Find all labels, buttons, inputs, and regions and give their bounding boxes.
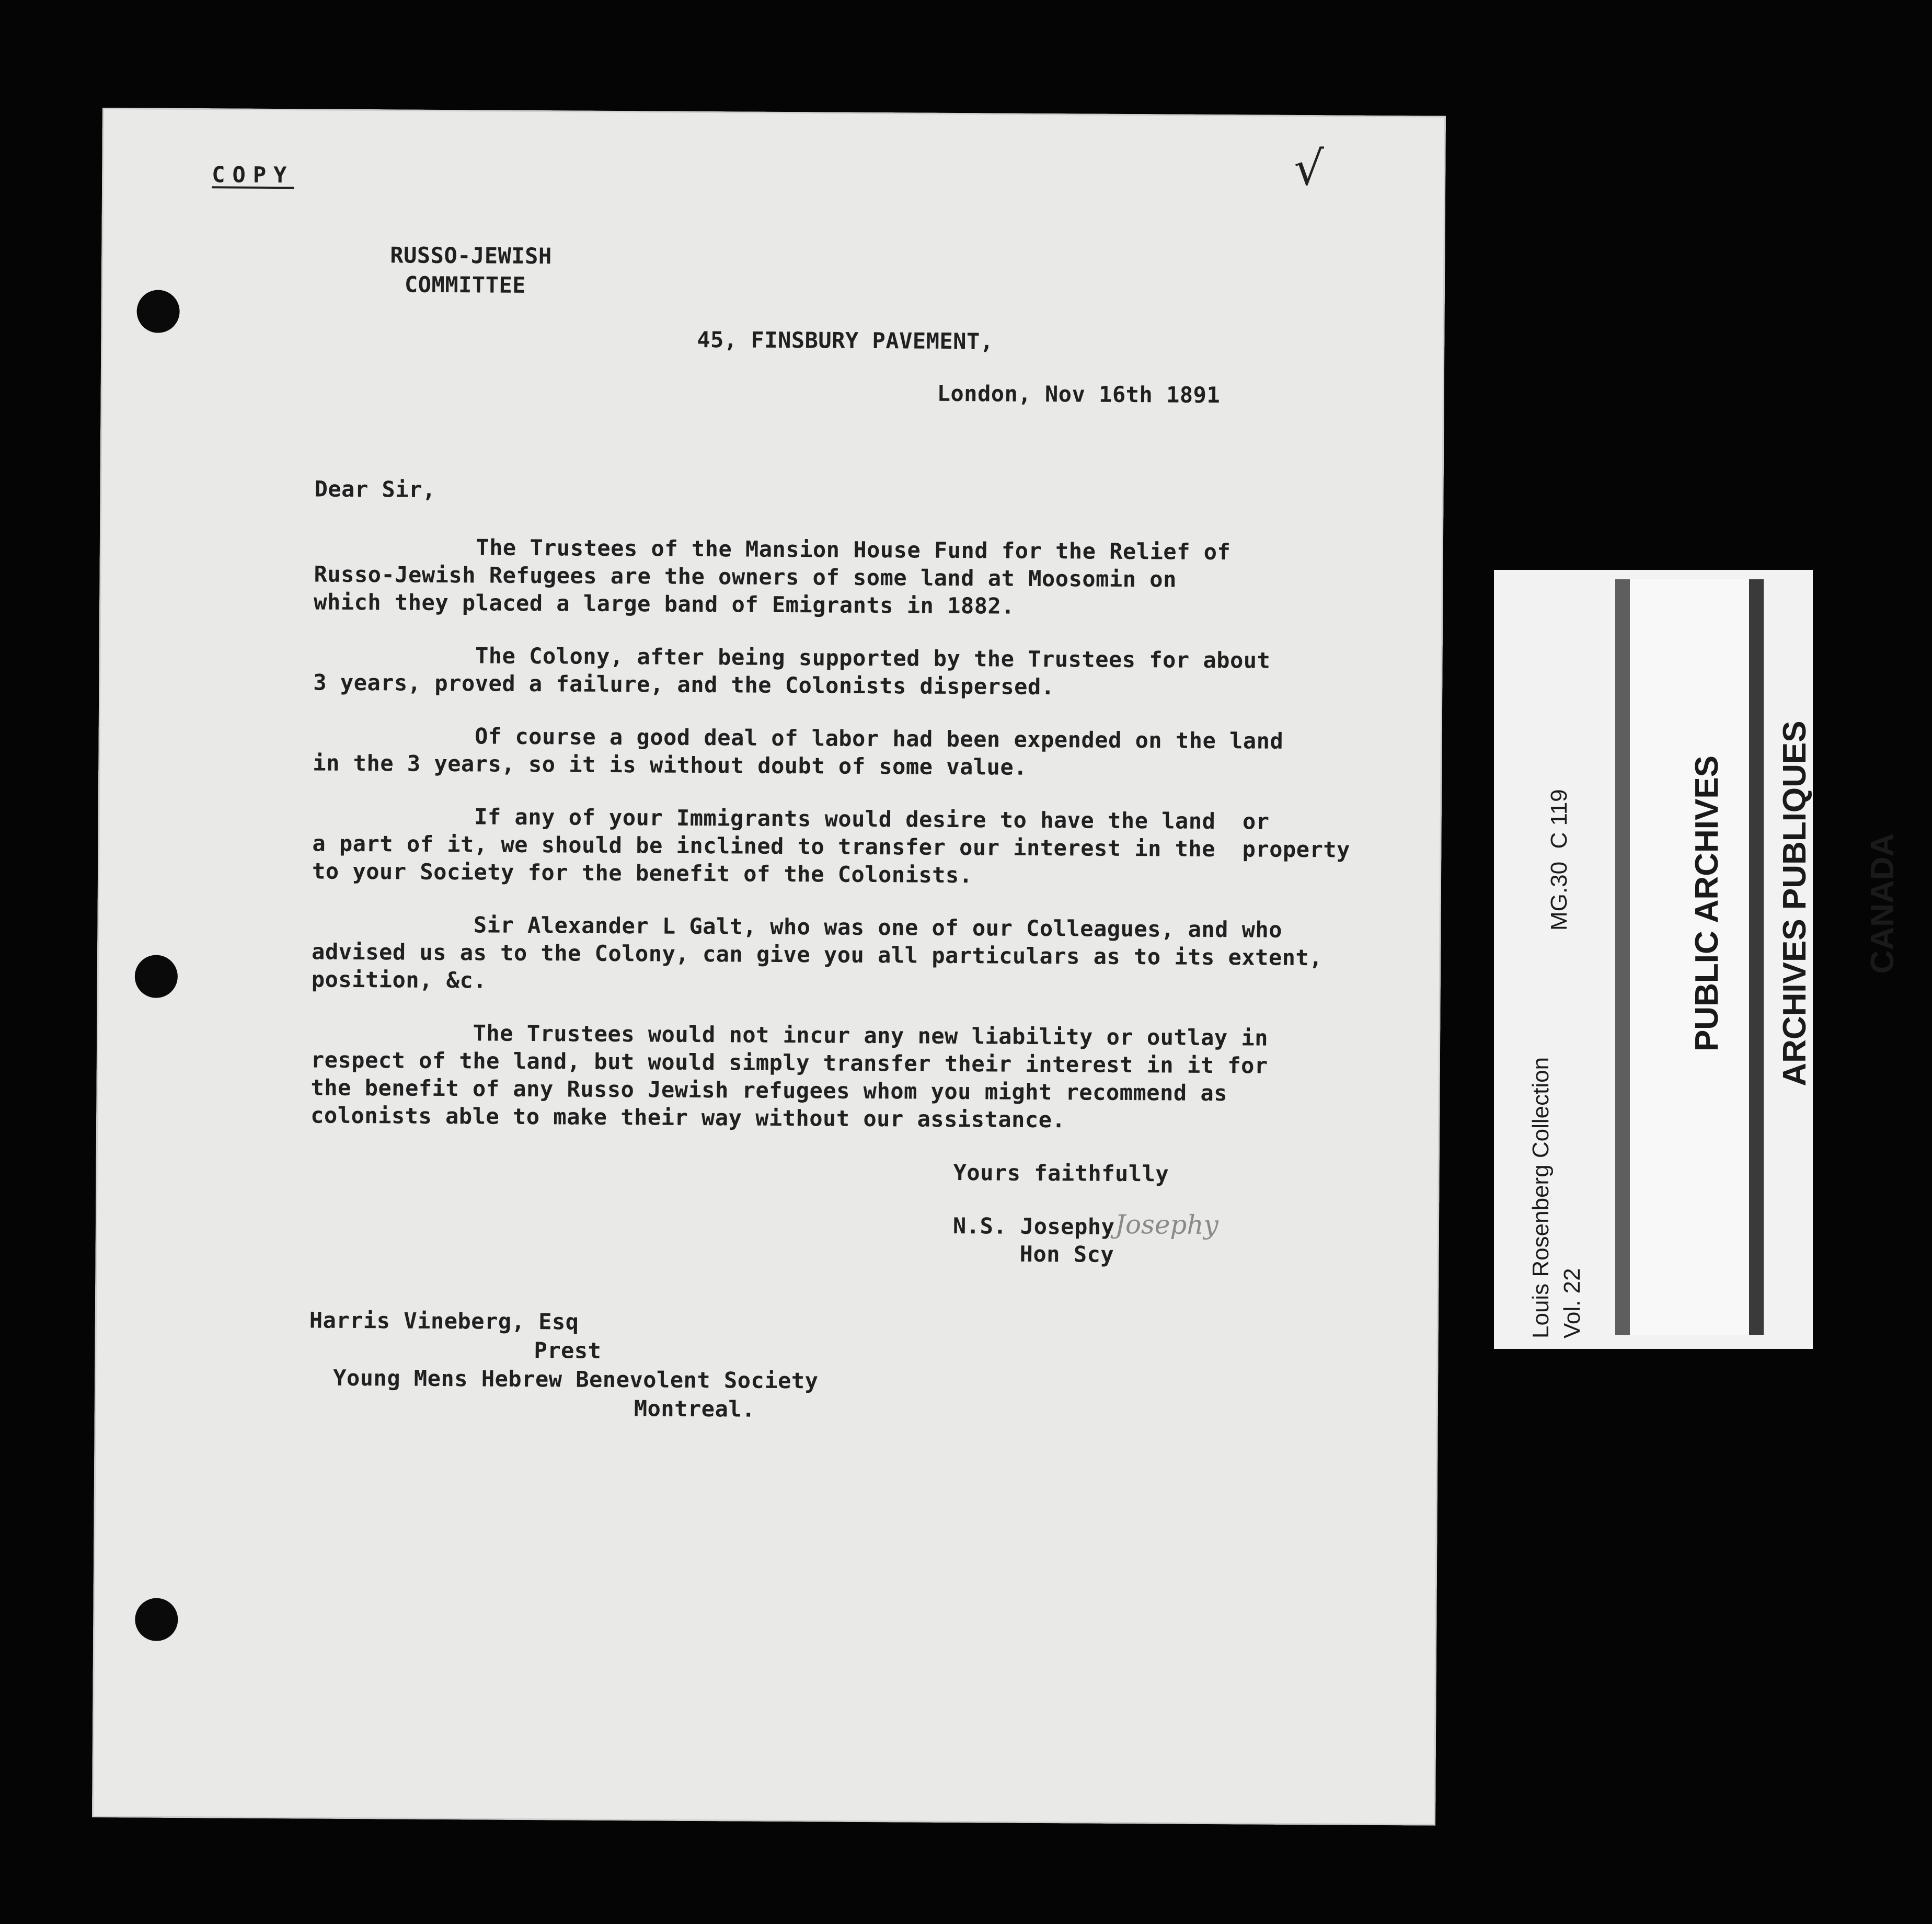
archive-stamp-strip [1615,579,1901,1335]
paragraph-line: colonists able to make their way without our assistance. [310,1102,1066,1133]
paragraph-line: If any of your Immigrants would desire to have the land or [312,803,1270,834]
paragraph-line: position, &c. [311,966,487,993]
letter-page [92,108,1446,1826]
stamp-line-1: PUBLIC ARCHIVES [1689,755,1725,1052]
paragraph-line: the benefit of any Russo Jewish refugees whom you might recommend as [310,1074,1228,1106]
recipient-name: Harris Vineberg, Esq [309,1307,579,1335]
archive-stamp [1634,684,1932,1123]
handwritten-signature: Josephy [1114,1209,1219,1241]
volume-number: Vol. 22 [1559,1268,1585,1338]
paragraph-line: Russo-Jewish Refugees are the owners of some land at Moosomin on [314,561,1177,592]
stamp-line-2: ARCHIVES PUBLIQUES [1777,720,1813,1086]
salutation: Dear Sir, [314,476,436,502]
paragraph-line: Of course a good deal of labor had been expended on the land [313,722,1284,754]
recipient-title: Prest [534,1337,602,1364]
paragraph-line: The Colony, after being supported by the Trustees for about [313,642,1271,673]
paragraph-line: to your Society for the benefit of the Colonists. [312,858,973,888]
collection-name: Louis Rosenberg Collection [1528,1057,1554,1338]
sender-address: 45, FINSBURY PAVEMENT, [697,326,994,354]
paragraph-line: respect of the land, but would simply transfer their interest in it for [310,1047,1268,1079]
recipient-organization: Young Mens Hebrew Benevolent Society [333,1365,819,1394]
archive-label [1494,570,1901,1349]
paragraph-line: Sir Alexander L Galt, who was one of our Colleagues, and who [312,911,1283,943]
closing: Yours faithfully [953,1159,1169,1187]
paragraph-line: The Trustees would not incur any new liability or outlay in [311,1019,1269,1051]
punch-hole-bottom [135,1598,178,1641]
signer-name: N.S. Josephy [952,1212,1115,1240]
letterhead-line-2: COMMITTEE [404,271,526,298]
paragraph-line: advised us as to the Colony, can give you all particulars as to its extent, [311,938,1323,971]
letter-date: London, Nov 16th 1891 [937,380,1221,408]
paragraph-line: The Trustees of the Mansion House Fund for the Relief of [314,533,1231,565]
paragraph-line: which they placed a large band of Emigrants in 1882. [314,589,1015,619]
punch-hole-middle [135,955,178,998]
letterhead-line-1: RUSSO-JEWISH [390,242,552,269]
paragraph-line: 3 years, proved a failure, and the Colonists dispersed. [313,669,1055,700]
paragraph-line: in the 3 years, so it is without doubt of some value. [313,750,1028,780]
recipient-city: Montreal. [634,1395,756,1422]
reference-number: MG.30 C 119 [1546,789,1572,931]
paragraph-line: a part of it, we should be inclined to transfer our interest in the property [312,830,1351,863]
stamp-line-3: CANADA [1865,833,1901,974]
punch-hole-top [136,290,179,333]
check-mark-icon: √ [1294,141,1325,197]
signer-title: Hon Scy [1019,1241,1114,1267]
copy-mark: COPY [212,162,294,188]
